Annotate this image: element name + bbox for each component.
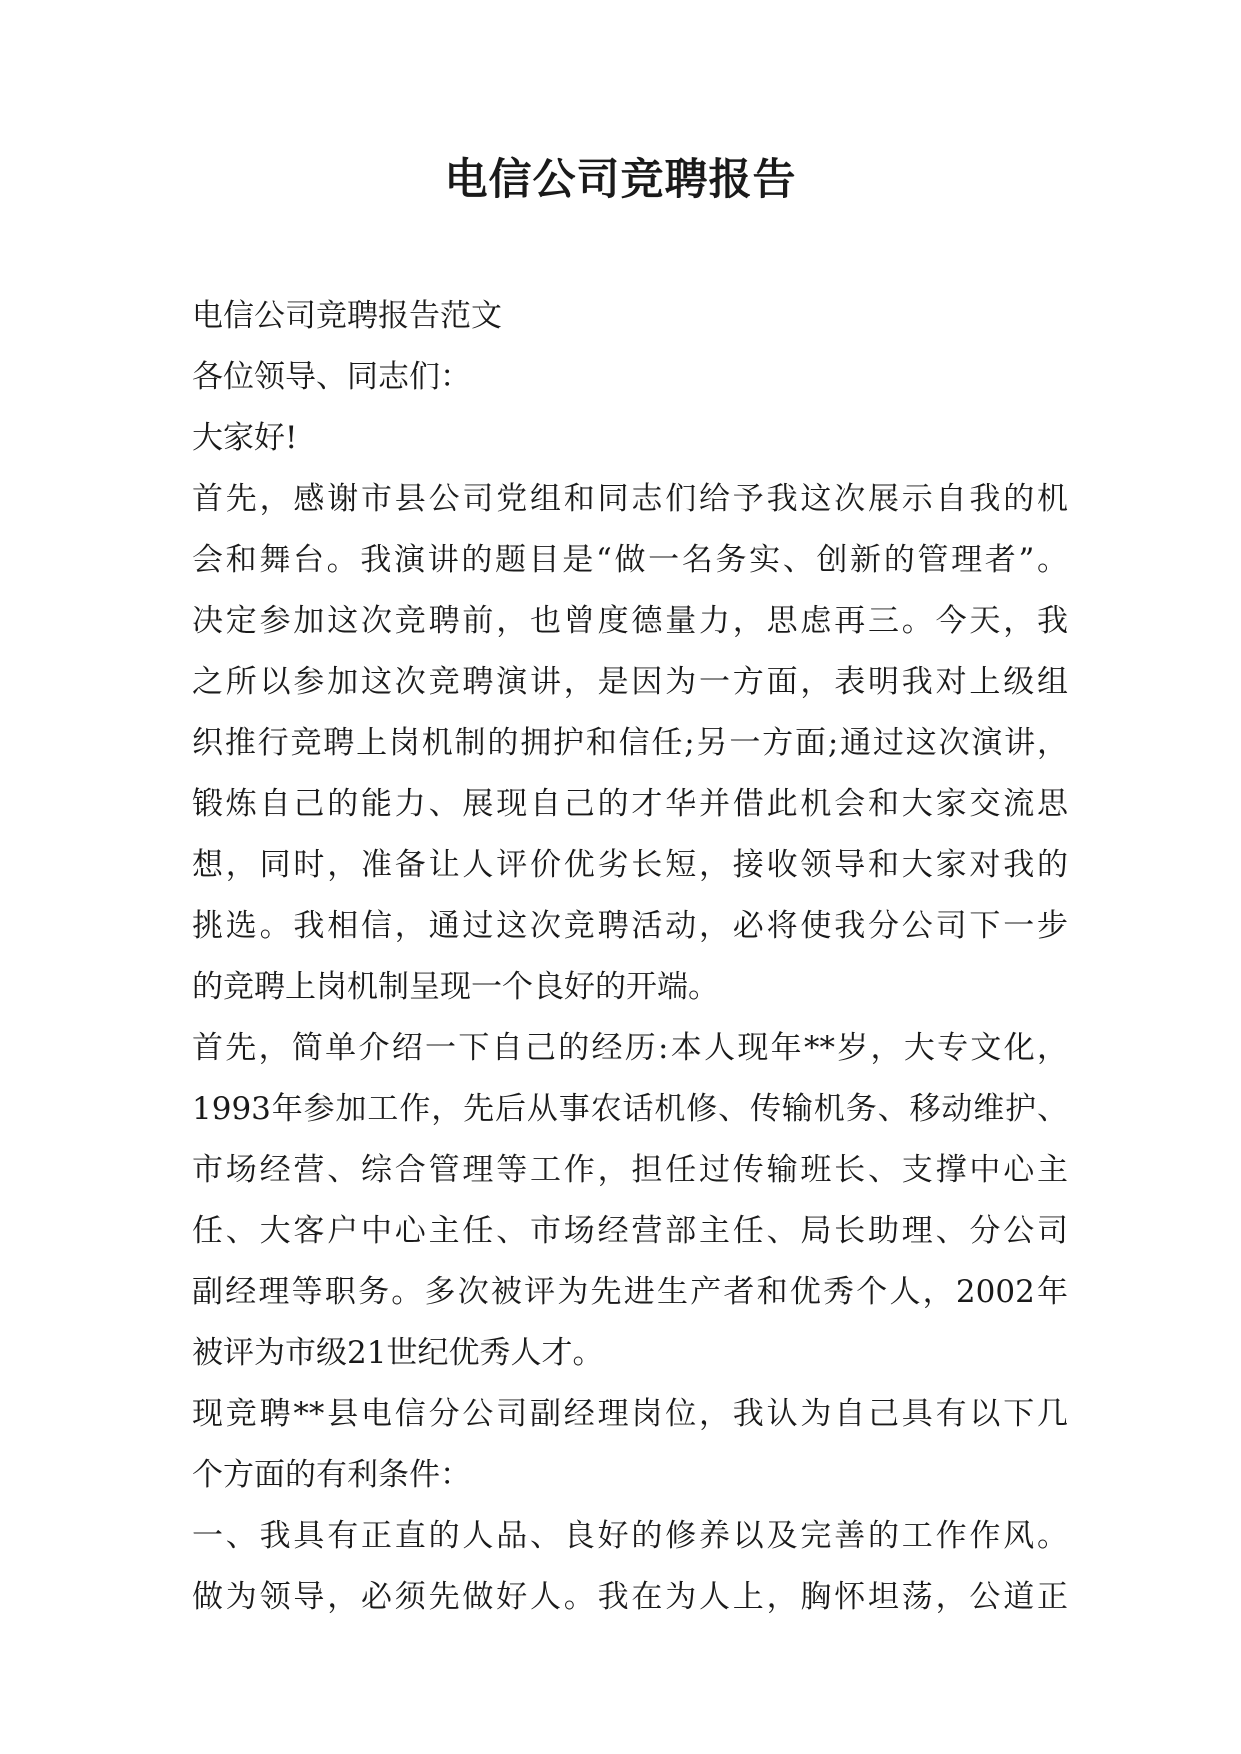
body-line: 决定参加这次竞聘前，也曾度德量力，思虑再三。今天，我 [192,603,1068,639]
body-line: 想，同时，准备让人评价优劣长短，接收领导和大家对我的 [192,847,1068,883]
body-line: 各位领导、同志们： [192,359,471,395]
body-line: 电信公司竞聘报告范文 [192,298,502,334]
body-line: 被评为市级21世纪优秀人才。 [192,1335,604,1371]
body-line: 个方面的有利条件： [192,1457,471,1493]
body-line: 1993年参加工作，先后从事农话机修、传输机务、移动维护、 [192,1091,1068,1127]
body-line: 锻炼自己的能力、展现自己的才华并借此机会和大家交流思 [192,786,1068,822]
body-line: 首先，简单介绍一下自己的经历:本人现年**岁，大专文化， [192,1030,1068,1066]
body-line: 织推行竞聘上岗机制的拥护和信任;另一方面;通过这次演讲， [192,725,1068,761]
body-line: 一、我具有正直的人品、良好的修养以及完善的工作作风。 [192,1518,1068,1554]
body-line: 市场经营、综合管理等工作，担任过传输班长、支撑中心主 [192,1152,1068,1188]
body-line: 副经理等职务。多次被评为先进生产者和优秀个人，2002年 [192,1274,1068,1310]
body-line: 首先，感谢市县公司党组和同志们给予我这次展示自我的机 [192,481,1068,517]
body-line: 做为领导，必须先做好人。我在为人上，胸怀坦荡，公道正 [192,1579,1068,1615]
document-title: 电信公司竞聘报告 [444,155,797,205]
body-line: 大家好! [192,420,298,456]
body-line: 现竞聘**县电信分公司副经理岗位，我认为自己具有以下几 [192,1396,1068,1432]
body-line: 的竞聘上岗机制呈现一个良好的开端。 [192,969,719,1005]
body-line: 挑选。我相信，通过这次竞聘活动，必将使我分公司下一步 [192,908,1068,944]
body-line: 会和舞台。我演讲的题目是“做一名务实、创新的管理者”。 [192,542,1068,578]
body-line: 任、大客户中心主任、市场经营部主任、局长助理、分公司 [192,1213,1068,1249]
document-body [192,286,1068,1628]
body-line: 之所以参加这次竞聘演讲，是因为一方面，表明我对上级组 [192,664,1068,700]
